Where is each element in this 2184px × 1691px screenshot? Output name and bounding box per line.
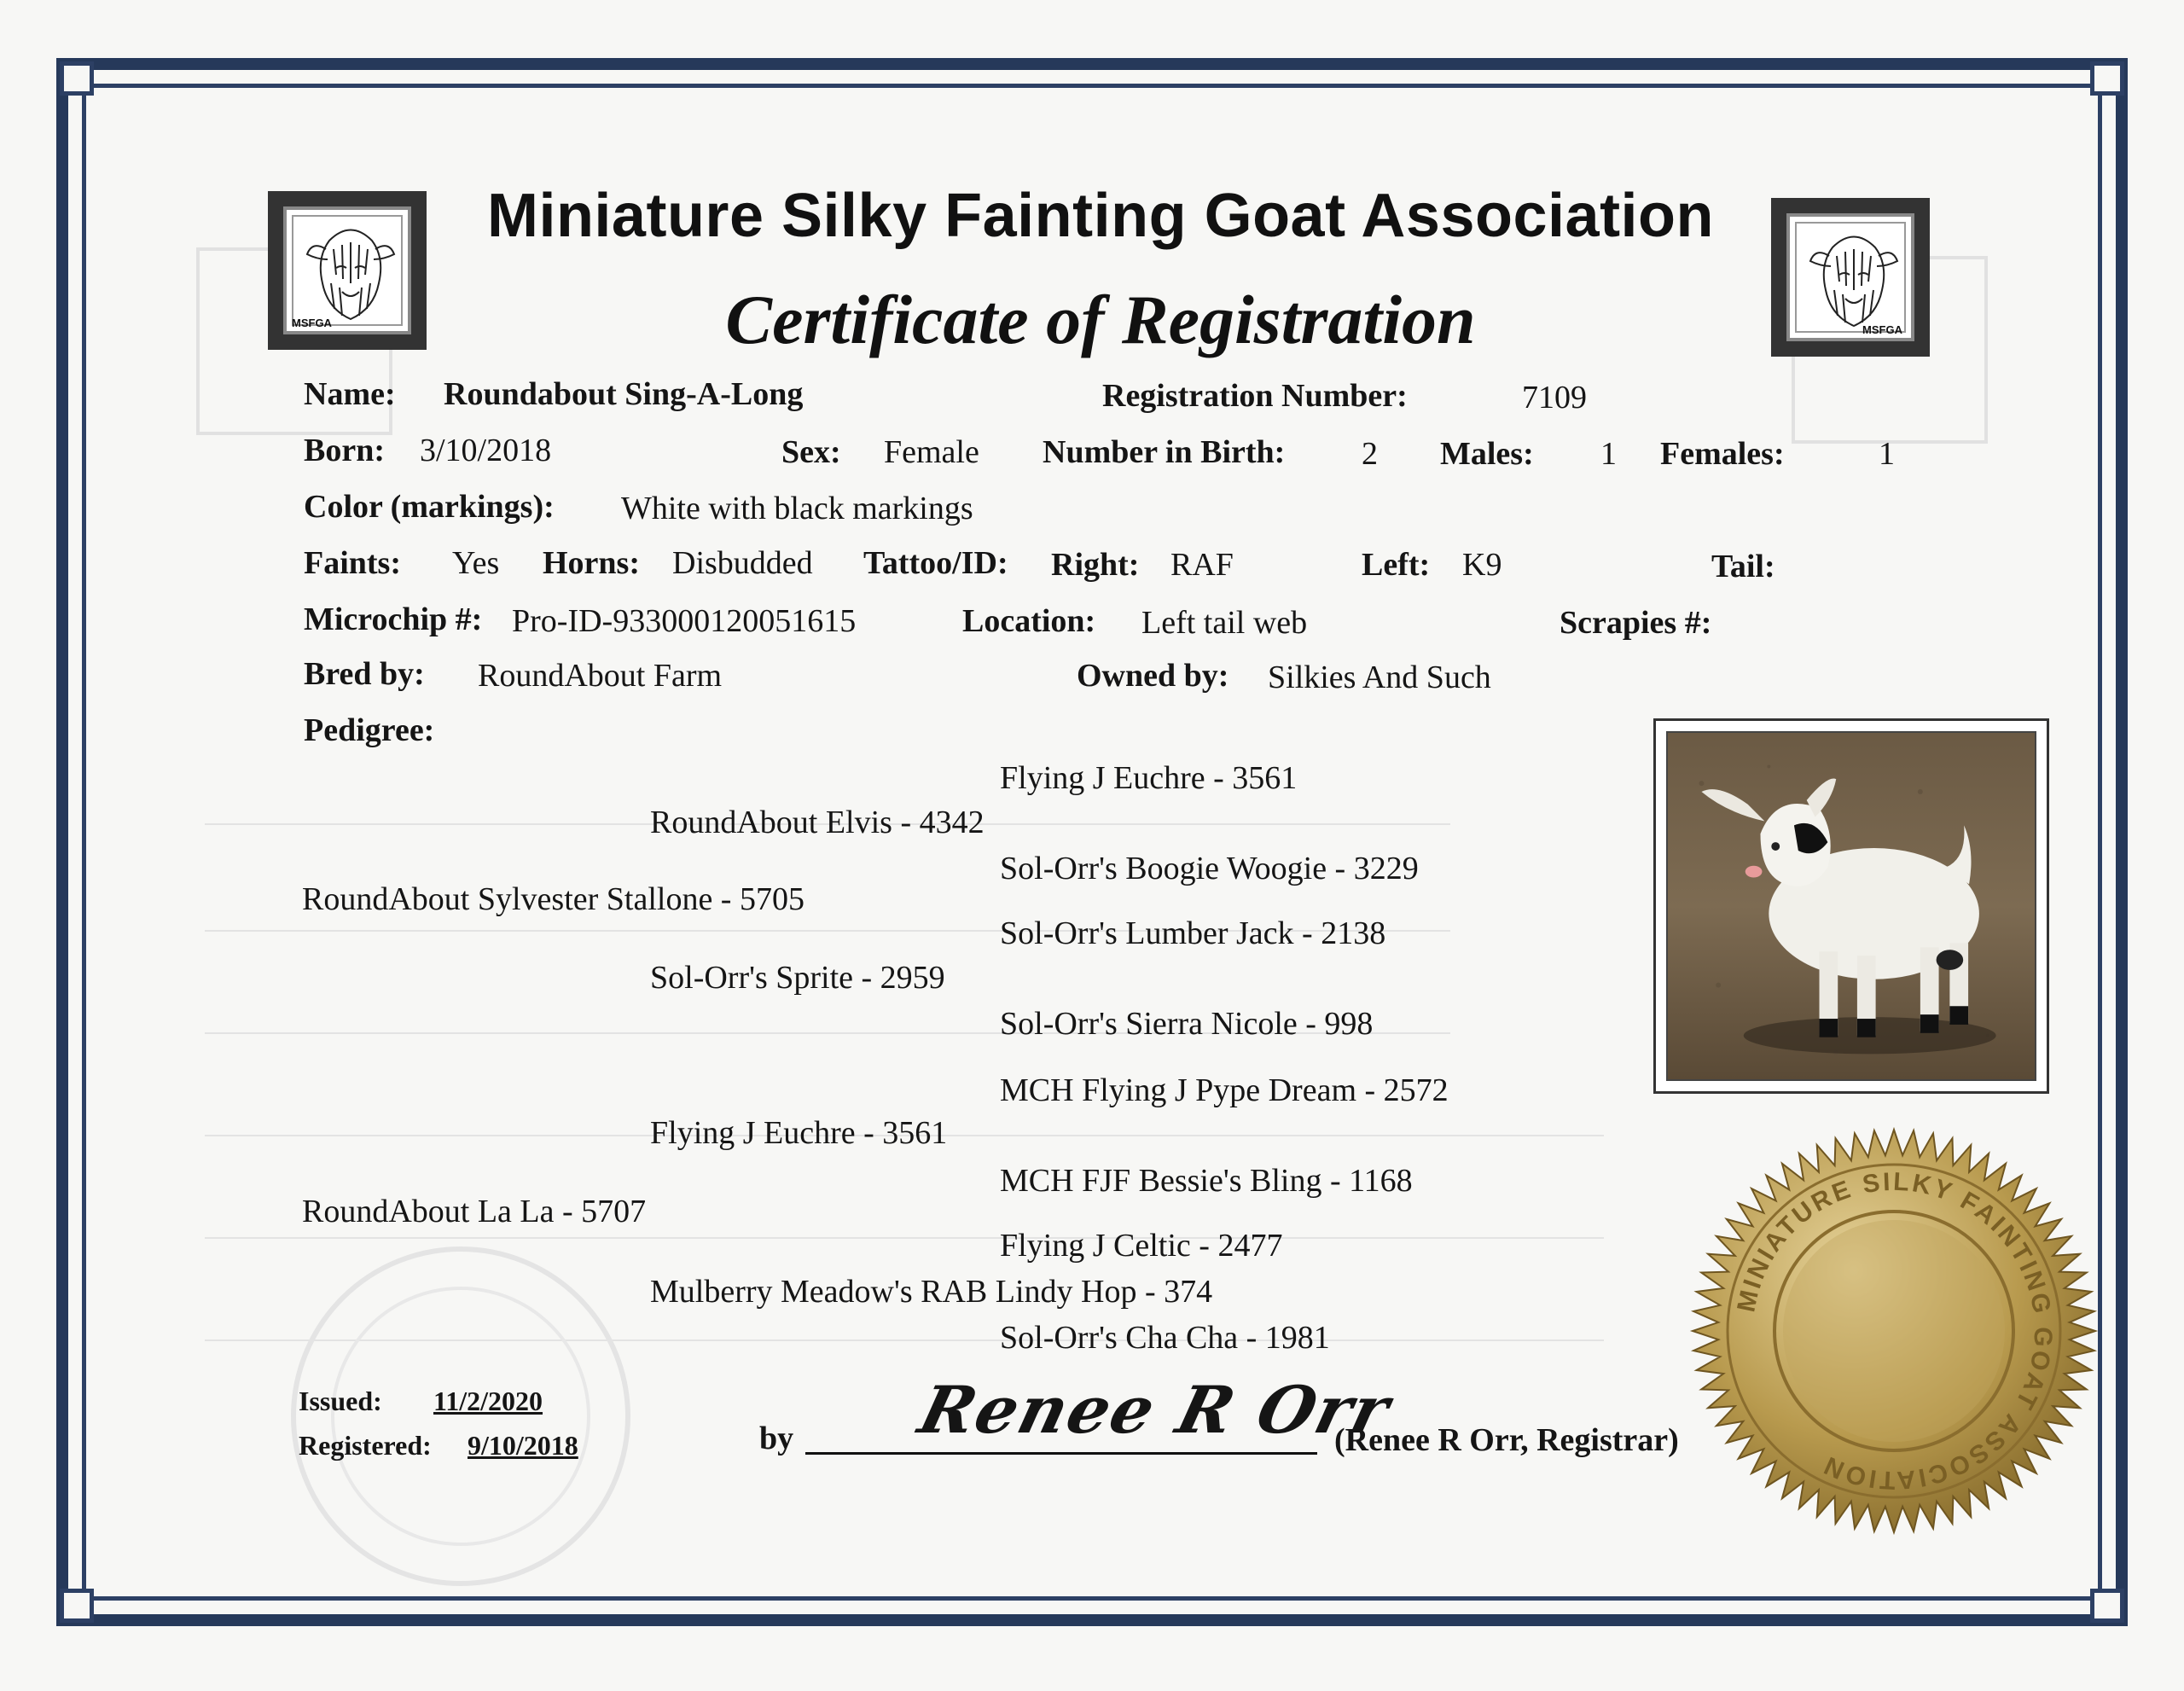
scrapies-label: Scrapies #: <box>1560 605 1712 641</box>
sex-label: Sex: <box>781 434 841 470</box>
corner-ornament <box>60 1589 94 1623</box>
pedigree-dam-sire: Flying J Euchre - 3561 <box>650 1115 948 1151</box>
logo-label: MSFGA <box>292 317 332 329</box>
name-label: Name: <box>304 376 396 412</box>
location-value: Left tail web <box>1141 605 1308 641</box>
pedigree-dam-dam-sire: Flying J Celtic - 2477 <box>1000 1228 1283 1264</box>
pedigree-dam-dam-dam: Sol-Orr's Cha Cha - 1981 <box>1000 1320 1330 1356</box>
color-label: Color (markings): <box>304 489 555 525</box>
sex-value: Female <box>884 434 979 470</box>
issued-value: 11/2/2020 <box>433 1386 543 1416</box>
pedigree-dam-sire-sire: MCH Flying J Pype Dream - 2572 <box>1000 1072 1449 1108</box>
right-label: Right: <box>1051 547 1140 583</box>
gold-seal <box>1689 1126 2099 1536</box>
left-label: Left: <box>1362 547 1431 583</box>
females-value: 1 <box>1879 436 1895 472</box>
logo-label: MSFGA <box>1862 323 1902 336</box>
corner-ornament <box>60 61 94 96</box>
owned-by-label: Owned by: <box>1077 658 1229 694</box>
horns-label: Horns: <box>543 545 640 581</box>
faints-value: Yes <box>452 545 500 581</box>
logo-left <box>268 191 427 350</box>
seal-text: MINIATURE SILKY FAINTING GOAT ASSOCIATION <box>1732 1167 2058 1495</box>
faints-label: Faints: <box>304 545 401 581</box>
tail-label: Tail: <box>1711 549 1775 584</box>
males-label: Males: <box>1440 436 1534 472</box>
pedigree-sire-sire: RoundAbout Elvis - 4342 <box>650 805 985 840</box>
pedigree-sire-sire-sire: Flying J Euchre - 3561 <box>1000 760 1298 796</box>
males-value: 1 <box>1600 436 1617 472</box>
microchip-value: Pro-ID-933000120051615 <box>512 603 857 639</box>
location-label: Location: <box>962 603 1096 639</box>
left-value: K9 <box>1462 547 1502 583</box>
females-label: Females: <box>1660 436 1785 472</box>
goat-head-icon <box>1798 222 1909 333</box>
born-value: 3/10/2018 <box>420 433 552 468</box>
owned-by-value: Silkies And Such <box>1268 660 1491 695</box>
issued-label: Issued: <box>299 1386 382 1416</box>
goat-photo <box>1653 718 2049 1094</box>
corner-ornament <box>2090 61 2124 96</box>
born-label: Born: <box>304 433 385 468</box>
registered-value: 9/10/2018 <box>468 1430 578 1461</box>
pedigree-sire-dam-dam: Sol-Orr's Sierra Nicole - 998 <box>1000 1006 1374 1042</box>
signature-line <box>805 1452 1317 1455</box>
logo-right <box>1771 198 1930 357</box>
organization-title: Miniature Silky Fainting Goat Association <box>486 182 1715 250</box>
bred-by-value: RoundAbout Farm <box>478 658 723 694</box>
name-value: Roundabout Sing-A-Long <box>444 376 804 412</box>
goat-photo-image <box>1668 733 2035 1079</box>
registration-number-label: Registration Number: <box>1102 378 1408 414</box>
right-value: RAF <box>1170 547 1234 583</box>
number-in-birth-label: Number in Birth: <box>1043 434 1286 470</box>
registrar-name: (Renee R Orr, Registrar) <box>1334 1422 1679 1458</box>
pedigree-sire-sire-dam: Sol-Orr's Boogie Woogie - 3229 <box>1000 851 1419 886</box>
microchip-label: Microchip #: <box>304 601 483 637</box>
registered-label: Registered: <box>299 1430 432 1461</box>
pedigree-sire-dam-sire: Sol-Orr's Lumber Jack - 2138 <box>1000 915 1386 951</box>
bred-by-label: Bred by: <box>304 656 425 692</box>
corner-ornament <box>2090 1589 2124 1623</box>
goat-head-icon <box>295 215 406 326</box>
by-label: by <box>759 1421 794 1456</box>
certificate-title: Certificate of Registration <box>725 281 1476 358</box>
color-value: White with black markings <box>621 491 973 526</box>
registration-number-value: 7109 <box>1522 380 1587 415</box>
pedigree-sire-dam: Sol-Orr's Sprite - 2959 <box>650 960 945 996</box>
registrar-signature: Renee R Orr <box>911 1372 1398 1448</box>
pedigree-label: Pedigree: <box>304 712 435 748</box>
tattoo-label: Tattoo/ID: <box>863 545 1008 581</box>
pedigree-sire: RoundAbout Sylvester Stallone - 5705 <box>302 881 804 917</box>
pedigree-dam-sire-dam: MCH FJF Bessie's Bling - 1168 <box>1000 1163 1413 1199</box>
pedigree-dam-dam: Mulberry Meadow's RAB Lindy Hop - 374 <box>650 1274 1213 1310</box>
pedigree-dam: RoundAbout La La - 5707 <box>302 1194 647 1229</box>
horns-value: Disbudded <box>672 545 813 581</box>
number-in-birth-value: 2 <box>1362 436 1378 472</box>
